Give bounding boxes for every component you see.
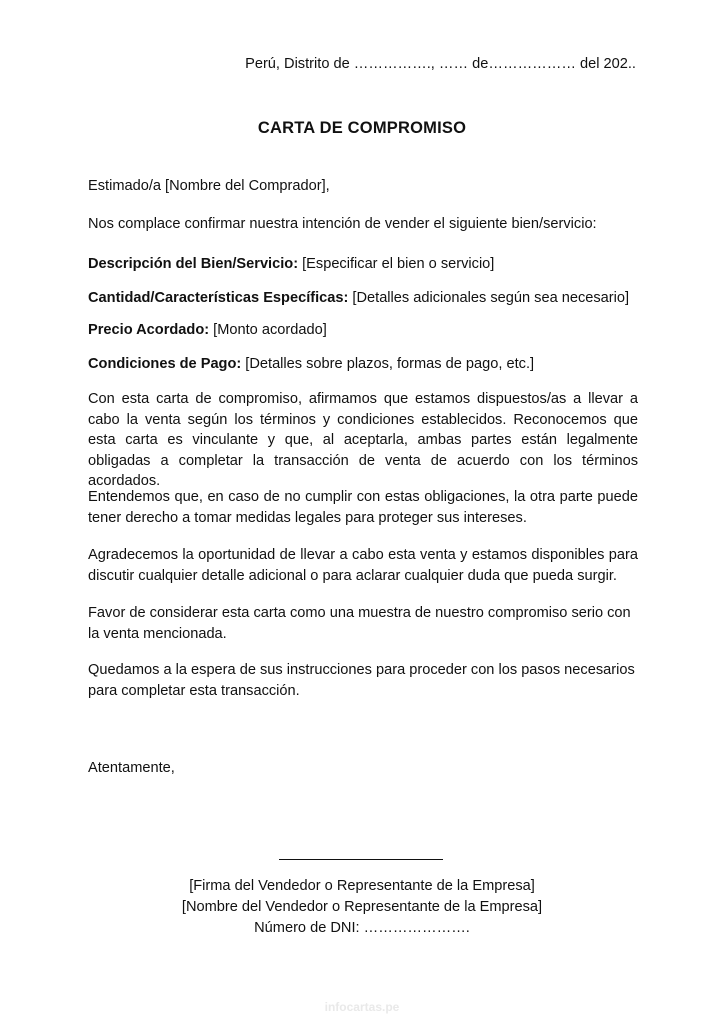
field-value: [Especificar el bien o servicio]	[298, 256, 495, 272]
field-label: Descripción del Bien/Servicio:	[88, 256, 299, 272]
paragraph-commitment	[88, 389, 638, 492]
paragraph-waiting	[88, 660, 638, 701]
name-placeholder: [Nombre del Vendedor o Representante de la Empresa]	[181, 899, 543, 915]
field-payment	[88, 354, 638, 375]
paragraph-consider	[88, 603, 638, 644]
intro-paragraph: Nos complace confirmar nuestra intención de vender el siguiente bien/servicio:	[88, 216, 597, 232]
field-value: [Detalles adicionales según sea necesario]	[348, 290, 630, 306]
body-paragraph: Quedamos a la espera de sus instrucciones para proceder con los pasos necesarios para completar esta transacción.	[88, 662, 635, 699]
closing-block	[88, 758, 638, 779]
field-value: [Detalles sobre plazos, formas de pago, etc.]	[241, 356, 535, 372]
field-value: [Monto acordado]	[209, 322, 327, 338]
field-description	[88, 254, 638, 275]
body-paragraph: Favor de considerar esta carta como una muestra de nuestro compromiso serio con la venta mencionada.	[88, 605, 631, 642]
letter-title: CARTA DE COMPROMISO	[257, 119, 467, 137]
body-paragraph: Con esta carta de compromiso, afirmamos que estamos dispuestos/as a llevar a cabo la venta según los términos y condiciones establecidos. Reconocemos que esta carta es vinculante y que, al aceptarla, ambas partes están legalmente obligadas a completar la transacción de venta de acuerdo con los términos acordados.	[88, 391, 638, 489]
signature-placeholder: [Firma del Vendedor o Representante de la Empresa]	[189, 878, 535, 894]
body-paragraph: Agradecemos la oportunidad de llevar a cabo esta venta y estamos disponibles para discutir cualquier detalle adicional o para aclarar cualquier duda que pueda surgir.	[88, 547, 638, 584]
greeting: Estimado/a [Nombre del Comprador],	[88, 178, 330, 194]
dni-line: Número de DNI: ………………….	[254, 920, 470, 936]
field-label: Condiciones de Pago:	[88, 356, 242, 372]
field-label: Cantidad/Características Específicas:	[88, 290, 349, 306]
field-quantity	[88, 288, 638, 309]
field-label: Precio Acordado:	[88, 322, 210, 338]
intro-block	[88, 214, 638, 235]
body-paragraph: Entendemos que, en caso de no cumplir con estas obligaciones, la otra parte puede tener derecho a tomar medidas legales para proteger sus intereses.	[88, 489, 638, 526]
watermark: infocartas.pe	[324, 1000, 400, 1014]
paragraph-obligations	[88, 487, 638, 528]
closing: Atentamente,	[88, 760, 175, 776]
date-line: Perú, Distrito de ……………., …… de……………… del 202..	[245, 56, 636, 72]
signature-line	[279, 859, 443, 860]
greeting-block	[88, 176, 638, 197]
paragraph-gratitude	[88, 545, 638, 586]
field-price	[88, 320, 638, 341]
